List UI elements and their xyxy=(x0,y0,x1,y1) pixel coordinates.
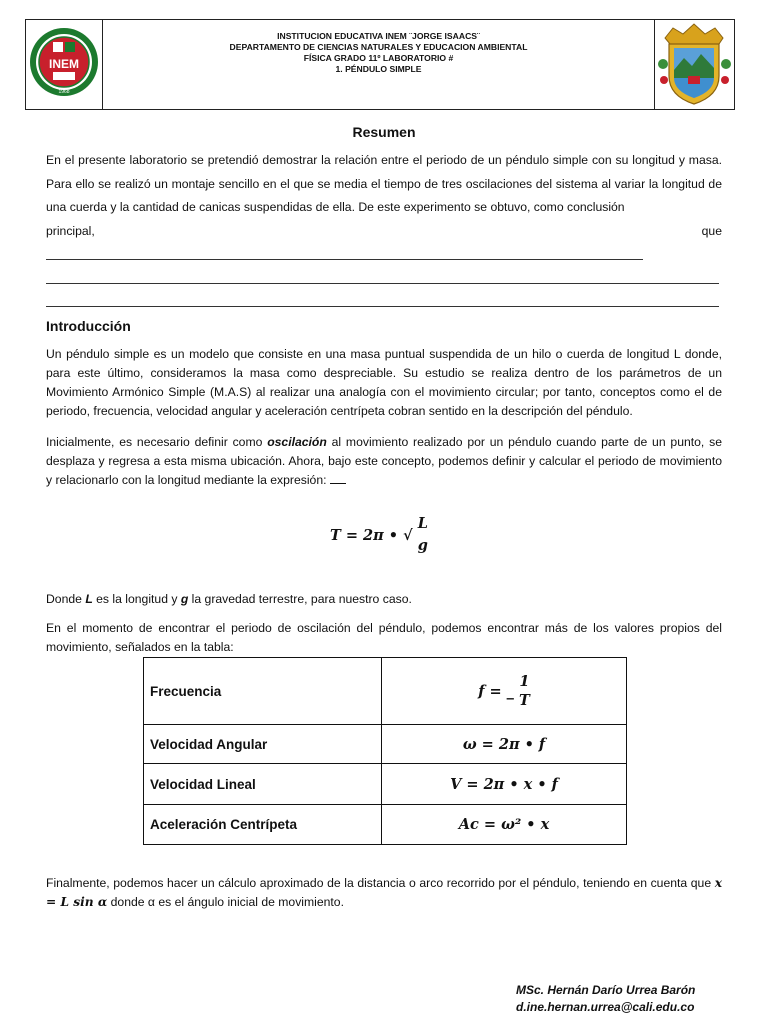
p3-g: g xyxy=(180,592,189,606)
p3-text-a: Donde xyxy=(46,592,86,606)
table-row xyxy=(144,725,627,764)
resumen-heading: Resumen xyxy=(352,124,416,140)
intro-paragraph-2 xyxy=(46,433,722,490)
table-label: Aceleración Centrípeta xyxy=(144,805,382,845)
table-formula: V = 2π • x • f xyxy=(382,764,627,805)
p2-text-b: al movimiento realizado por un péndulo cuando parte de un punto, se desplaza y regresa a esta misma ubicación. Ahora, bajo este concepto, podemos definir y calcular el periodo de movimiento y relacionarlo con la longitud mediante la expresión: xyxy=(46,435,722,487)
table-label: Frecuencia xyxy=(144,658,382,725)
formula-placeholder-line xyxy=(330,475,346,484)
arc-formula: x = L sin α xyxy=(46,876,722,909)
table-label: Velocidad Angular xyxy=(144,725,382,764)
final-paragraph xyxy=(46,874,722,912)
document-header xyxy=(25,19,735,110)
period-formula-lhs: T = 2π • √ xyxy=(330,526,413,544)
answer-line-3 xyxy=(46,306,719,307)
resumen-text: En el presente laboratorio se pretendió demostrar la relación entre el periodo de un péndulo simple con su longitud y masa. Para ello se realizó un montaje sencillo en el que se media el tiempo de tres oscilaciones del sistema al variar la longitud de una cuerda y la cantidad de canicas suspendidas de ella. De este experimento se obtuvo, como conclusión xyxy=(46,153,722,214)
header-line-2: DEPARTAMENTO DE CIENCIAS NATURALES Y EDUCACION AMBIENTAL xyxy=(229,42,528,52)
frequency-fraction xyxy=(519,672,530,710)
p2-term: oscilación xyxy=(267,435,327,449)
answer-line-1 xyxy=(46,259,643,260)
header-line-4: 1. PÉNDULO SIMPLE xyxy=(335,64,422,74)
resumen-last-line xyxy=(46,220,722,244)
final-text-b: donde α es el ángulo inicial de movimiento. xyxy=(107,895,344,909)
logo-text: INEM xyxy=(49,57,79,71)
p2-text-a: Inicialmente, es necesario definir como xyxy=(46,435,268,449)
frequency-num: 1 xyxy=(519,673,530,690)
coat-of-arms-icon xyxy=(655,20,734,109)
p3-text-b: es la longitud y xyxy=(92,592,181,606)
period-formula xyxy=(330,513,428,557)
table-row xyxy=(144,764,627,805)
introduccion-heading: Introducción xyxy=(46,318,131,334)
header-line-3: FÍSICA GRADO 11º LABORATORIO # xyxy=(303,53,454,63)
frequency-formula: f = _ xyxy=(478,682,514,700)
p3-text-c: la gravedad terrestre, para nuestro caso. xyxy=(188,592,412,606)
resumen-last-left: principal, xyxy=(46,223,95,238)
table-row xyxy=(144,658,627,725)
table-formula: ω = 2π • f xyxy=(382,725,627,764)
signature-name: MSc. Hernán Darío Urrea Barón xyxy=(516,983,696,997)
frequency-den: T xyxy=(519,692,530,709)
table-row xyxy=(144,805,627,845)
table-label: Velocidad Lineal xyxy=(144,764,382,805)
resumen-last-right: que xyxy=(701,223,722,238)
coat-of-arms-cell xyxy=(654,20,734,109)
p3-L: L xyxy=(85,592,93,606)
signature-email: d.ine.hernan.urrea@cali.edu.co xyxy=(516,1000,695,1014)
table-formula xyxy=(382,658,627,725)
resumen-paragraph xyxy=(46,149,722,243)
header-titles xyxy=(103,20,654,109)
signature-block xyxy=(516,982,695,1016)
table-formula: Ac = ω² • x xyxy=(382,805,627,845)
intro-paragraph-3 xyxy=(46,590,722,609)
header-line-1: INSTITUCION EDUCATIVA INEM ¨JORGE ISAACS¨ xyxy=(277,31,480,41)
period-formula-den: g xyxy=(417,537,428,554)
final-text-a: Finalmente, podemos hacer un cálculo aproximado de la distancia o arco recorrido por el péndulo, teniendo en cuenta que xyxy=(46,876,715,890)
intro-paragraph-1: Un péndulo simple es un modelo que consiste en una masa puntual suspendida de un hilo o cuerda de longitud L donde, para este último, consideramos la masa como despreciable. Su estudio se realiza dentro de los parámetros de un Movimiento Armónico Simple (M.A.S) al realizar una analogía con el movimiento circular; por tanto, conceptos como el de periodo, frecuencia, velocidad angular y aceleración centrípeta cobran sentido en la descripción del péndulo. xyxy=(46,347,722,418)
logo-year: 1968 xyxy=(58,89,70,95)
period-formula-num: L xyxy=(417,515,428,532)
answer-line-2 xyxy=(46,283,719,284)
school-logo-cell xyxy=(26,20,103,109)
motion-table xyxy=(143,657,627,845)
inem-logo-icon xyxy=(26,20,102,109)
period-formula-fraction xyxy=(418,513,428,557)
intro-paragraph-4: En el momento de encontrar el periodo de oscilación del péndulo, podemos encontrar más de los valores propios del movimiento, señalados en la tabla: xyxy=(46,621,722,654)
